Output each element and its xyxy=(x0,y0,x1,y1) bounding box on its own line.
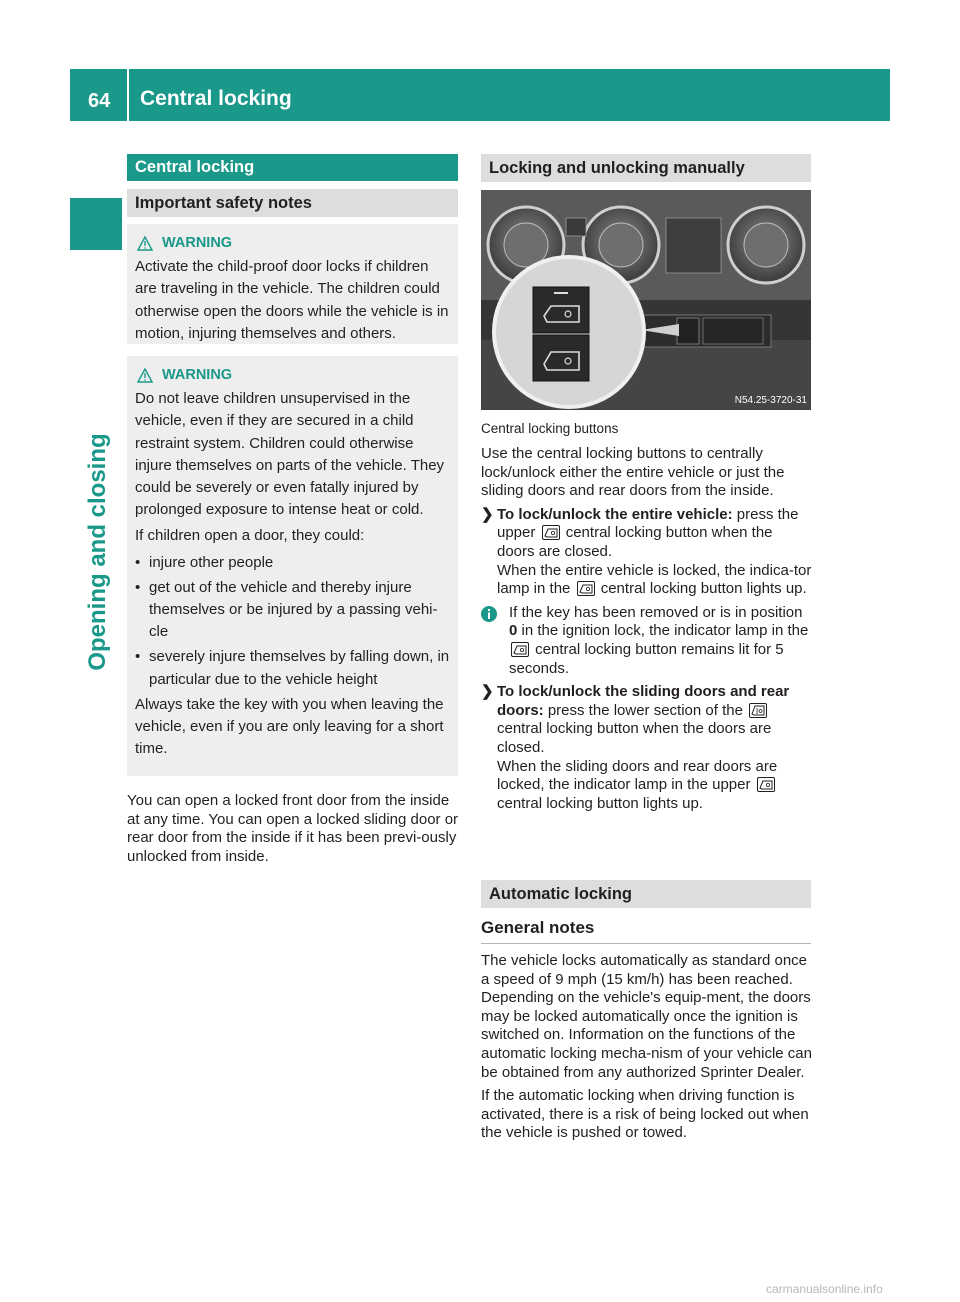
general-paragraph: If the automatic locking when driving function is activated, there is a risk of being locked out when the vehicle is pushed or towed. xyxy=(481,1087,809,1142)
section-title-automatic: Automatic locking xyxy=(481,880,811,908)
step-text: central locking button lights up. xyxy=(497,794,703,812)
info-text: central locking button remains lit for 5 seconds. xyxy=(509,640,784,677)
warning-triangle-icon xyxy=(137,236,153,251)
info-note xyxy=(481,604,813,678)
page-title: Central locking xyxy=(140,87,292,110)
step-text: press the upper xyxy=(497,505,799,542)
general-notes-body xyxy=(481,952,813,1143)
image-code: N54.25-3720-31 xyxy=(734,395,807,406)
body-paragraph xyxy=(127,792,460,866)
warning-label: WARNING xyxy=(162,367,233,383)
manual-body xyxy=(481,445,813,813)
warning-paragraph: Always take the key with you when leaving the vehicle, even if you are only leaving for a short time. xyxy=(135,695,444,758)
section-tab xyxy=(70,198,122,250)
header-divider xyxy=(127,69,129,121)
step-heading: To lock/unlock the entire vehicle: xyxy=(497,505,733,523)
warning-heading xyxy=(135,364,450,386)
lock-vehicle-icon xyxy=(757,777,775,792)
arrow-icon: ❯ xyxy=(481,505,494,523)
step-text: When the entire vehicle is locked, the indica-tor lamp in the xyxy=(497,561,812,598)
warning-paragraph: If children open a door, they could: xyxy=(135,527,365,545)
subsection-title-safety: Important safety notes xyxy=(127,189,458,217)
central-locking-photo xyxy=(481,190,811,410)
page-number: 64 xyxy=(88,90,111,112)
subsection-title-general: General notes xyxy=(481,918,595,937)
list-item: • get out of the vehicle and thereby injure themselves or be injured by a passing vehi-cle xyxy=(135,577,450,644)
step-lock-sliding-doors xyxy=(481,683,813,813)
info-text: If the key has been removed or is in position xyxy=(509,603,803,621)
step-lock-vehicle xyxy=(481,506,813,599)
warning-text: Activate the child-proof door locks if children are traveling in the vehicle. The children could otherwise open the doors while the vehicle is in motion, injuring themselves and others. xyxy=(135,258,449,342)
arrow-icon: ❯ xyxy=(481,683,494,701)
step-text: When the sliding doors and rear doors are locked, the indicator lamp in the upper xyxy=(497,757,778,794)
lock-sliding-door-icon xyxy=(749,703,767,718)
figure-caption: Central locking buttons xyxy=(481,421,619,436)
warning-heading xyxy=(135,232,450,254)
body-text: You can open a locked front door from the inside at any time. You can open a locked sliding door or rear door from the inside if it has been previ-ously unlocked from inside. xyxy=(127,792,459,865)
warning-box-1 xyxy=(127,224,458,344)
section-title-manual: Locking and unlocking manually xyxy=(481,154,811,182)
intro-paragraph: Use the central locking buttons to centrally lock/unlock either the entire vehicle or just the sliding doors and rear doors from the inside. xyxy=(481,445,785,500)
info-icon xyxy=(481,606,497,628)
lock-vehicle-icon xyxy=(542,525,560,540)
step-text: central locking button when the doors are closed. xyxy=(497,524,773,560)
section-label: Opening and closing xyxy=(84,433,111,671)
general-paragraph: The vehicle locks automatically as standard once a speed of 9 mph (15 km/h) has been reached. Depending on the vehicle's equip-ment, the doors may be locked automatically once the ignition is switched on. Information on the functions of the automatic locking mecha-nism of your vehicle can be obtained from any authorized Sprinter Dealer. xyxy=(481,952,812,1081)
step-text: central locking button when the doors are closed. xyxy=(497,720,772,756)
warning-paragraph: Do not leave children unsupervised in the vehicle, even if they are secured in a child restraint system. Children could otherwise injure themselves on parts of the vehicle. They could be severely or even fatally injured by prolonged exposure to intense heat or cold. xyxy=(135,390,445,519)
lock-vehicle-icon xyxy=(511,642,529,657)
list-item: • injure other people xyxy=(135,552,450,574)
warning-box-2 xyxy=(127,356,458,776)
heading-rule xyxy=(481,943,811,944)
section-title-central-locking: Central locking xyxy=(127,154,458,181)
warning-label: WARNING xyxy=(162,235,233,251)
watermark: carmanualsonline.info xyxy=(766,1282,883,1296)
lock-vehicle-icon xyxy=(577,581,595,596)
list-item: • severely injure themselves by falling down, in particular due to the vehicle height xyxy=(135,646,450,690)
step-text: press the lower section of the xyxy=(543,701,743,719)
warning-triangle-icon xyxy=(137,368,153,383)
info-text: in the ignition lock, the indicator lamp in the xyxy=(517,622,809,640)
step-heading: To lock/unlock the sliding doors and rear doors: xyxy=(497,683,790,719)
step-text: central locking button lights up. xyxy=(600,580,807,598)
info-position: 0 xyxy=(509,622,518,640)
